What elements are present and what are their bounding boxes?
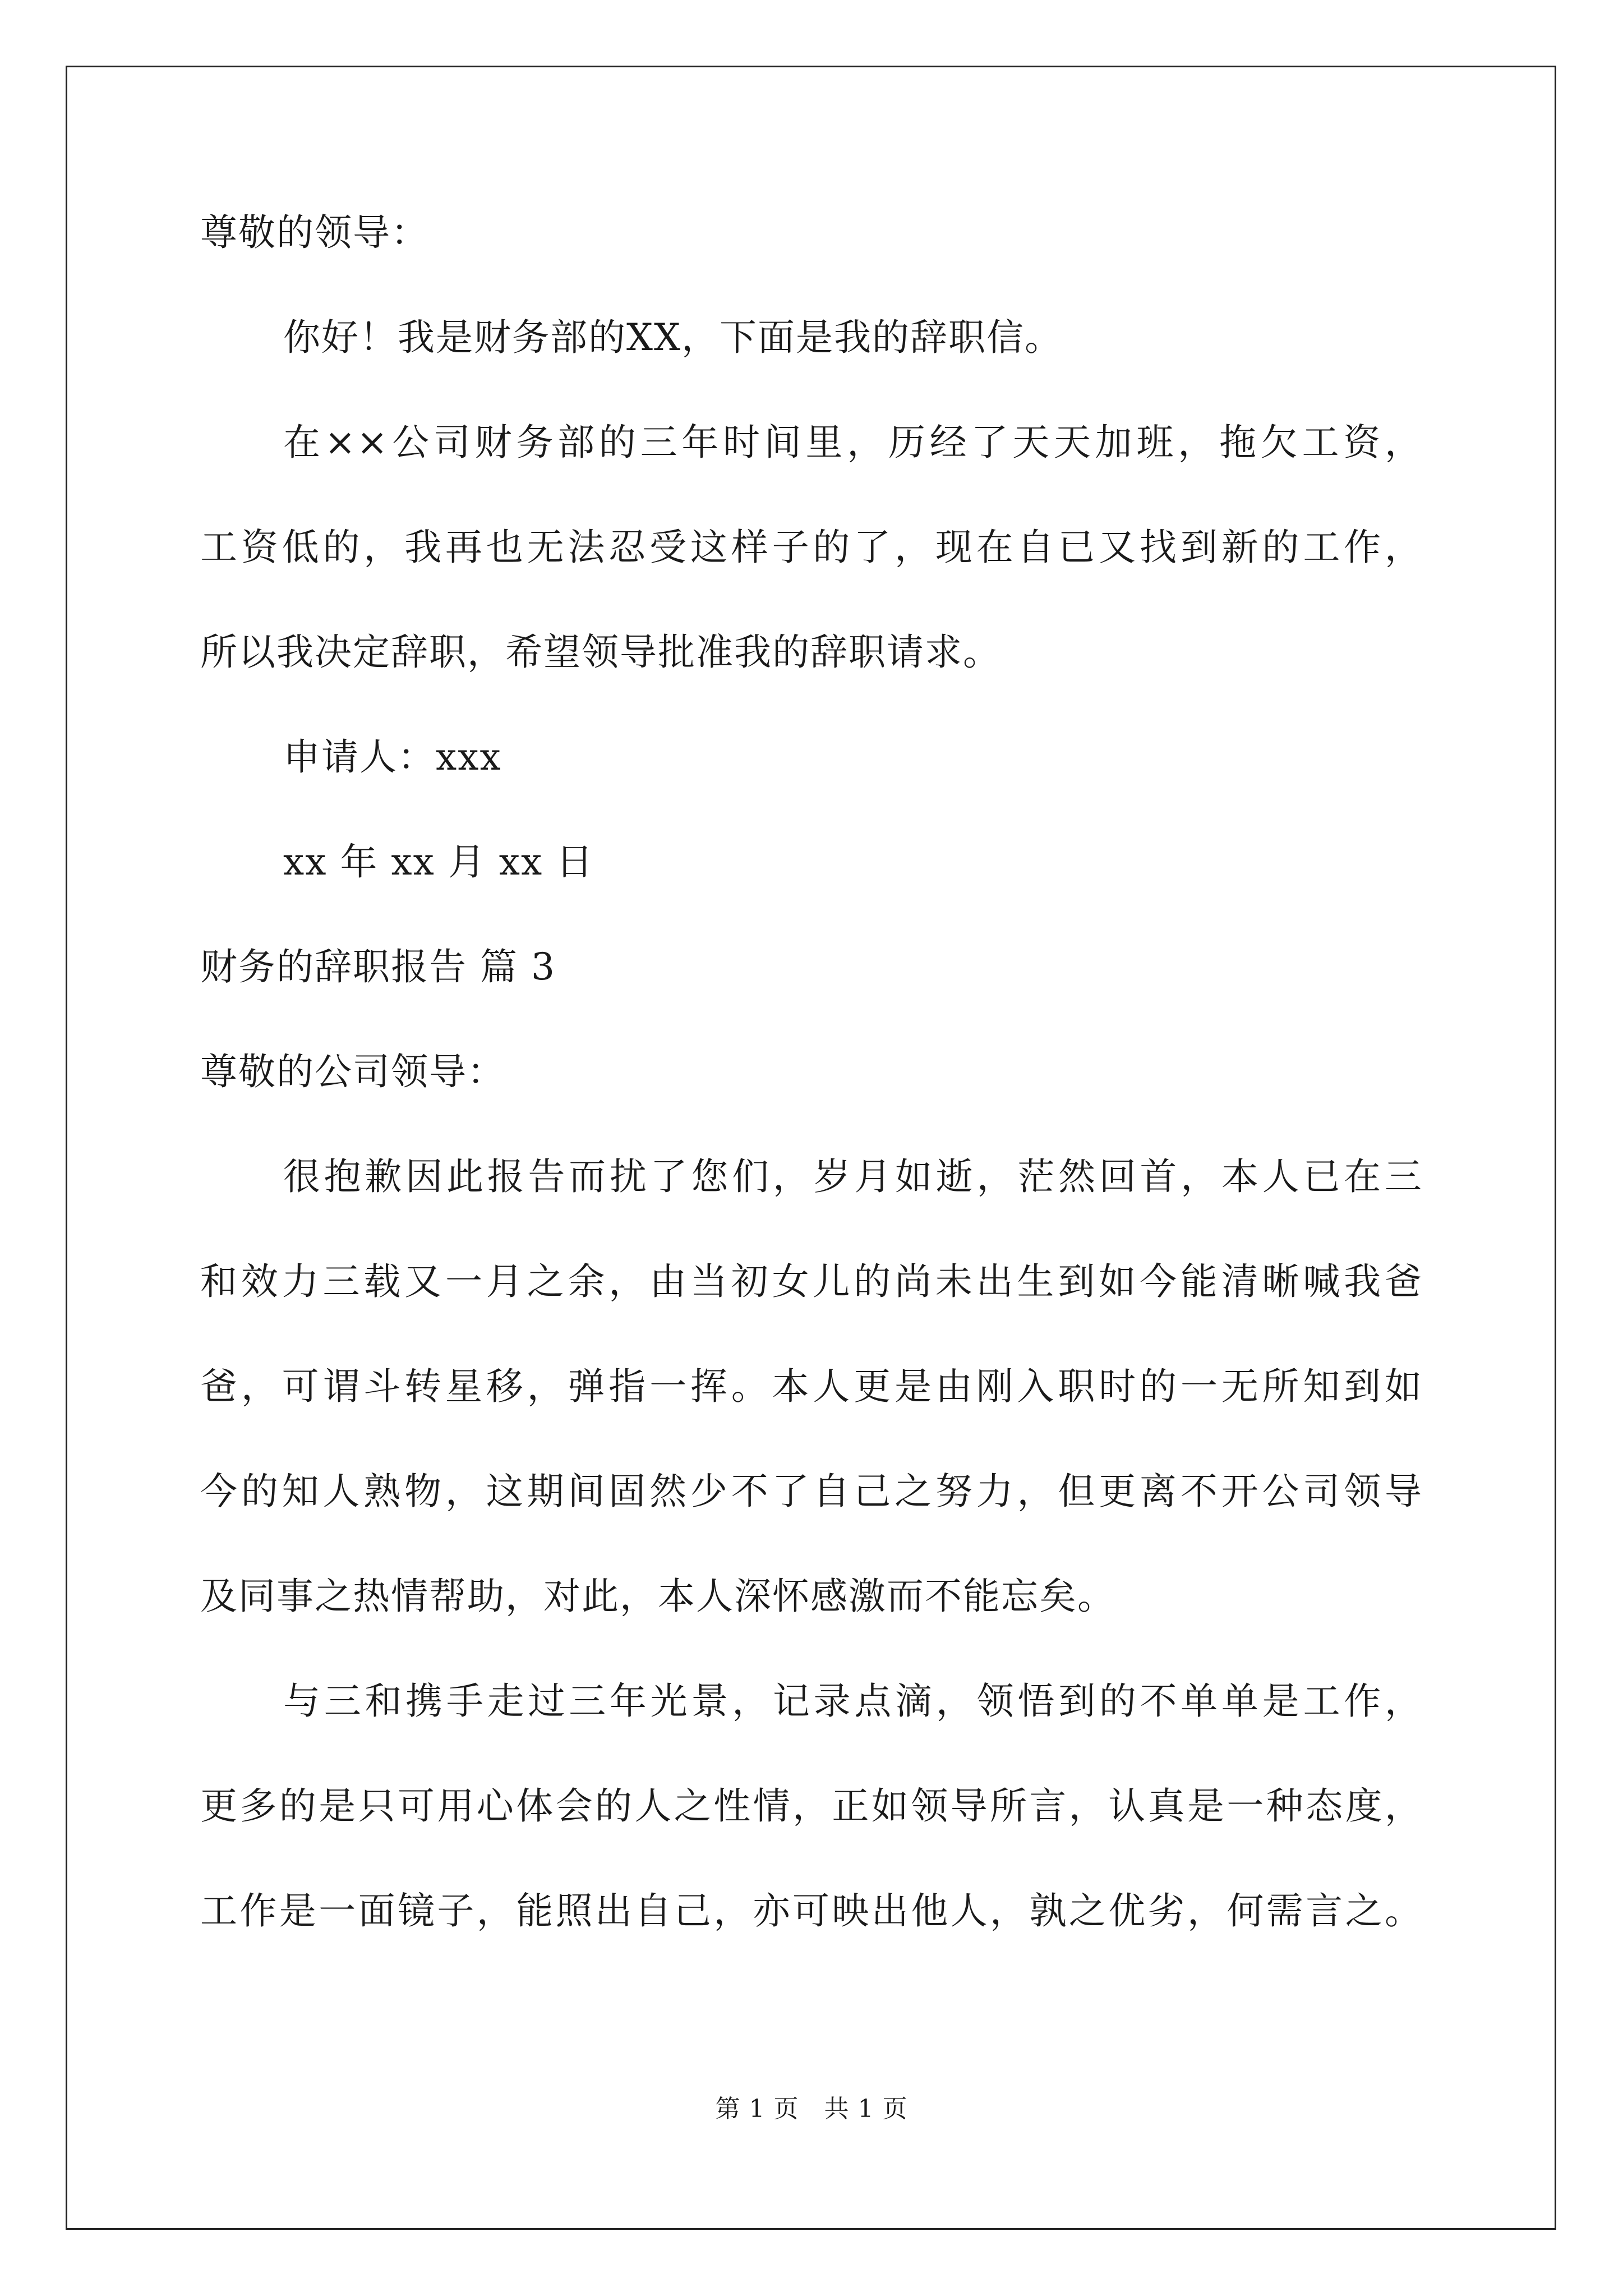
salutation: 尊敬的公司领导： bbox=[200, 1050, 505, 1093]
paragraph-line: 很抱歉因此报告而扰了您们，岁月如逝，茫然回首，本人已在三 bbox=[283, 1155, 1423, 1198]
paragraph-line: 和效力三载又一月之余，由当初女儿的尚未出生到如今能清晰喊我爸 bbox=[200, 1260, 1423, 1303]
date-line: xx 年 xx 月 xx 日 bbox=[283, 840, 594, 884]
section-heading: 财务的辞职报告 篇 3 bbox=[200, 945, 556, 988]
applicant-line: 申请人：xxx bbox=[283, 735, 502, 779]
paragraph-line: 工资低的，我再也无法忍受这样子的了，现在自已又找到新的工作， bbox=[200, 526, 1423, 569]
paragraph-line: 工作是一面镜子，能照出自己，亦可映出他人，孰之优劣，何需言之。 bbox=[200, 1889, 1423, 1932]
paragraph-line: 你好！我是财务部的XX，下面是我的辞职信。 bbox=[283, 316, 1063, 359]
page-footer: 第 1 页 共 1 页 bbox=[715, 2095, 908, 2123]
paragraph-line: 今的知人熟物，这期间固然少不了自己之努力，但更离不开公司领导 bbox=[200, 1470, 1423, 1513]
salutation: 尊敬的领导： bbox=[200, 211, 429, 254]
paragraph-line: 在××公司财务部的三年时间里，历经了天天加班，拖欠工资， bbox=[283, 421, 1423, 464]
paragraph-line: 与三和携手走过三年光景，记录点滴，领悟到的不单单是工作， bbox=[283, 1680, 1423, 1723]
paragraph-line: 及同事之热情帮助，对此，本人深怀感激而不能忘矣。 bbox=[200, 1575, 1115, 1618]
paragraph-line: 更多的是只可用心体会的人之性情，正如领导所言，认真是一种态度， bbox=[200, 1784, 1423, 1828]
paragraph-line: 所以我决定辞职，希望领导批准我的辞职请求。 bbox=[200, 631, 1001, 674]
paragraph-line: 爸，可谓斗转星移，弹指一挥。本人更是由刚入职时的一无所知到如 bbox=[200, 1365, 1423, 1408]
